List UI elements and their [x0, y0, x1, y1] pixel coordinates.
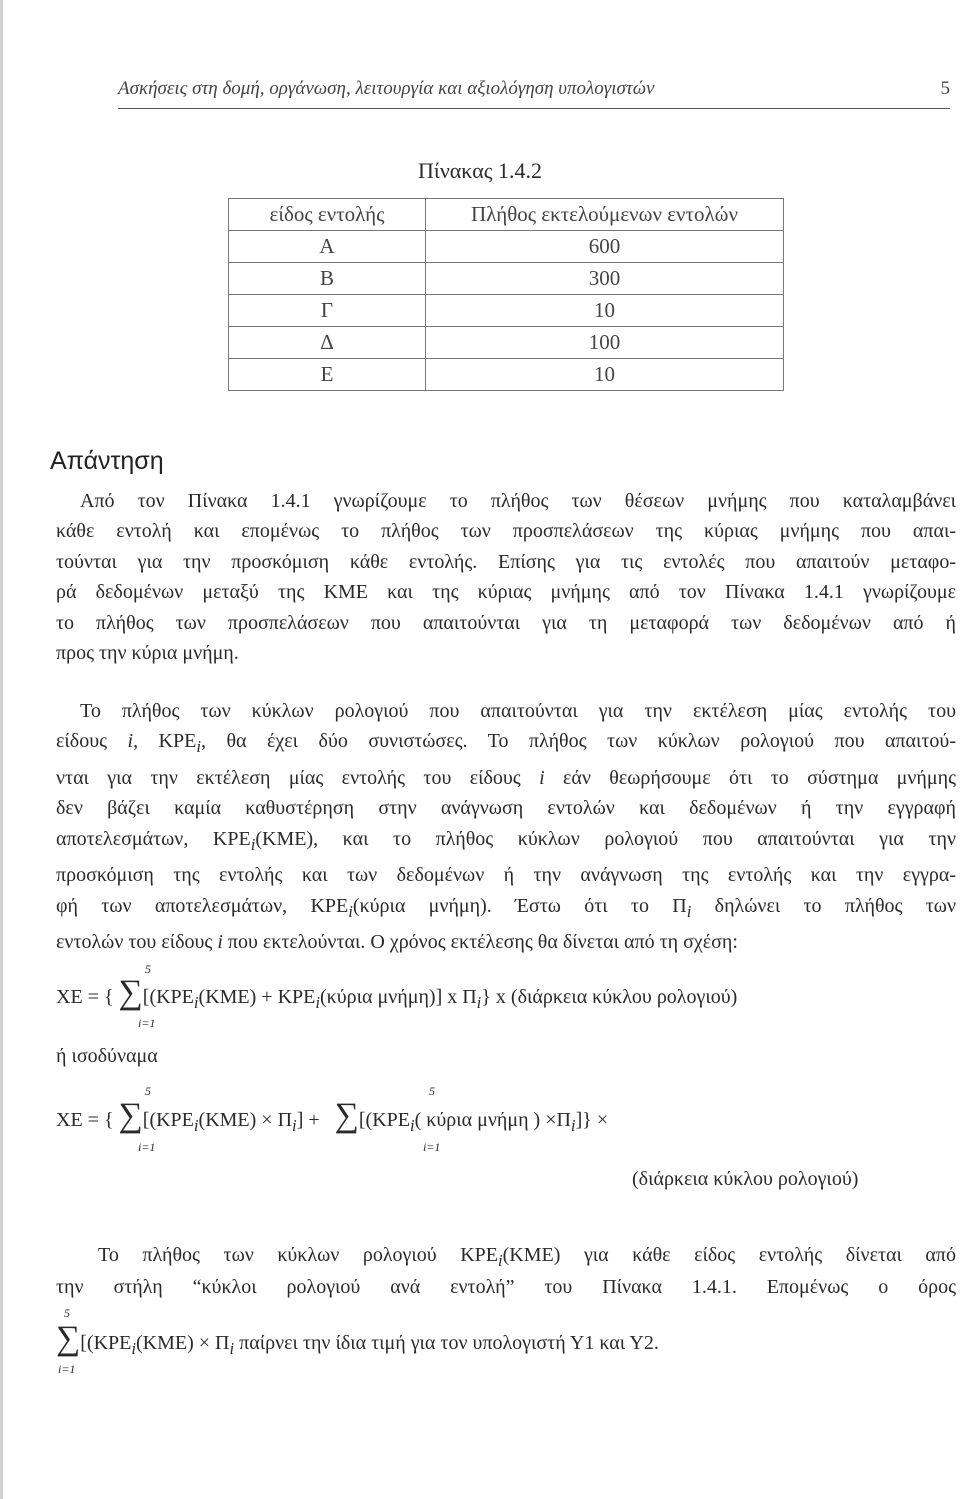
equation-lhs: ΧΕ = {: [56, 1109, 114, 1131]
subscript-i: i: [686, 901, 692, 921]
text-fragment: εάν θεωρήσουμε ότι το σύστημα μνήμης: [544, 766, 956, 789]
variable-i: i: [217, 931, 223, 953]
sigma-lower-limit: i=1: [423, 1140, 441, 1154]
text-line: δεν βάζει καμία καθυστέρηση στην ανάγνωση εντολών και δεδομένων ή την εγγραφή: [56, 797, 956, 819]
sigma-upper-limit: 5: [64, 1306, 70, 1320]
text-fragment: , ΚΡΕ: [133, 730, 197, 752]
text-line: προς την κύρια μνήμη.: [56, 642, 239, 664]
text-line: τούνται για την προσκόμιση κάθε εντολής. Επίσης για τις εντολές που απαιτούν μεταφο-: [56, 550, 956, 573]
text-fragment: (ΚΜΕ), και το πλήθος κύκλων ρολογιού που απαιτούνται για την: [255, 827, 956, 850]
paragraph-3-cont: [56, 1272, 956, 1303]
text-line: την στήλη “κύκλοι ρολογιού ανά εντολή” του Πίνακα 1.4.1. Επομένως ο όρος: [56, 1276, 956, 1298]
summation-icon: ∑: [56, 1320, 81, 1357]
paragraph-1: [80, 486, 956, 517]
table-header-row: [229, 199, 784, 231]
equation-2-line: [56, 1099, 608, 1136]
equation-lhs: ΧΕ = {: [56, 986, 114, 1008]
equation-term: ] +: [296, 1109, 320, 1131]
table-cell: 10: [426, 359, 784, 391]
subscript-i: i: [131, 1339, 136, 1358]
text-line: [56, 891, 956, 928]
equation-2-tail: (διάρκεια κύκλου ρολογιού): [632, 1168, 859, 1190]
text-fragment: αποτελεσμάτων, ΚΡΕ: [56, 827, 251, 850]
variable-i: i: [539, 766, 545, 789]
instruction-count-table: [228, 198, 784, 391]
text-fragment: Το πλήθος των κύκλων ρολογιού ΚΡΕ: [98, 1244, 498, 1266]
text-line: [56, 824, 956, 861]
equation-term: (ΚΜΕ) + ΚΡΕ: [198, 986, 316, 1008]
text-line: Από τον Πίνακα 1.4.1 γνωρίζουμε το πλήθος των θέσεων μνήμης που καταλαμβάνει: [80, 490, 956, 512]
sigma-lower-limit: i=1: [138, 1016, 156, 1030]
equation-term: [(ΚΡΕ: [80, 1332, 132, 1354]
running-header: [118, 78, 960, 106]
text-line: κάθε εντολή και επομένως το πλήθος των προσπελάσεων της κύριας μνήμης που απαι-: [56, 520, 956, 542]
text-fragment: φή των αποτελεσμάτων, ΚΡΕ: [56, 894, 349, 917]
equation-term: [(ΚΡΕ: [358, 1109, 410, 1131]
subscript-i: i: [292, 1116, 297, 1135]
paragraph-2-cont: [56, 726, 956, 958]
header-rule: [118, 108, 950, 109]
table-header-cell: Πλήθος εκτελούμενων εντολών: [426, 199, 784, 231]
equation-term: (κύρια μνήμη)] x Π: [320, 986, 477, 1008]
table-cell: 300: [426, 263, 784, 295]
section-heading: Απάντηση: [50, 447, 164, 475]
table-row: [229, 231, 784, 263]
text-fragment: νται για την εκτέλεση μίας εντολής του είδους: [56, 766, 540, 789]
table-cell: Α: [229, 231, 426, 263]
equation-term: (ΚΜΕ) × Π: [198, 1109, 293, 1131]
header-title: Ασκήσεις στη δομή, οργάνωση, λειτουργία και αξιολόγηση υπολογιστών: [118, 78, 655, 99]
sigma-upper-limit: 5: [429, 1084, 435, 1098]
equation-term: ]} ×: [575, 1109, 609, 1131]
sigma-lower-limit: i=1: [58, 1362, 76, 1376]
text-line: [56, 726, 956, 763]
subscript-i: i: [476, 993, 482, 1012]
table-row: [229, 359, 784, 391]
text-line: Το πλήθος των κύκλων ρολογιού που απαιτούνται για την εκτέλεση μίας εντολής του: [80, 700, 956, 722]
text-fragment: (ΚΜΕ) για κάθε είδος εντολής δίνεται από: [502, 1244, 956, 1266]
text-line: προσκόμιση της εντολής και των δεδομένων ή την ανάγνωση της εντολής και την εγγρα-: [56, 864, 956, 886]
table-row: [229, 327, 784, 359]
table-caption: Πίνακας 1.4.2: [418, 158, 542, 183]
sigma-upper-limit: 5: [145, 1084, 151, 1098]
table-header-cell: είδος εντολής: [229, 199, 426, 231]
equation-term: ( κύρια μνήμη ) ×Π: [414, 1109, 571, 1131]
summation-icon: ∑: [118, 974, 143, 1011]
paragraph-2: [80, 696, 956, 727]
text-fragment: που εκτελούνται. Ο χρόνος εκτέλεσης θα δίνεται από τη σχέση:: [222, 931, 738, 953]
table-cell: 100: [426, 327, 784, 359]
table-cell: 10: [426, 295, 784, 327]
sigma-upper-limit: 5: [145, 962, 151, 976]
text-line: [56, 763, 956, 794]
text-fragment: εντολών του είδους: [56, 931, 218, 953]
equation-term: παίρνει την ίδια τιμή για τον υπολογιστή Υ1 και Υ2.: [234, 1332, 659, 1354]
subscript-i: i: [497, 1251, 503, 1270]
table-row: [229, 263, 784, 295]
equation-1-line: [56, 976, 737, 1013]
subscript-i: i: [193, 1116, 199, 1135]
text-fragment: (κύρια μνήμη). Έστω ότι το Π: [352, 894, 687, 917]
table-cell: Γ: [229, 295, 426, 327]
variable-i: i: [127, 730, 134, 752]
subscript-i: i: [348, 901, 353, 921]
page-number: 5: [940, 78, 950, 99]
equation-term: [(ΚΡΕ: [142, 1109, 194, 1131]
text-line: ρά δεδομένων μεταξύ της ΚΜΕ και της κύριας μνήμης από τον Πίνακα 1.4.1 γνωρίζουμε: [56, 581, 956, 603]
text-fragment: δηλώνει το πλήθος των: [691, 894, 956, 917]
table-row: [229, 295, 784, 327]
text-fragment: είδους: [56, 730, 128, 752]
subscript-i: i: [193, 993, 199, 1012]
sigma-lower-limit: i=1: [138, 1140, 156, 1154]
paragraph-1-cont: [56, 516, 956, 669]
subscript-i: i: [250, 834, 256, 854]
subscript-i: i: [570, 1116, 576, 1135]
subscript-i: i: [410, 1116, 415, 1135]
subscript-i: i: [196, 737, 201, 756]
text-fragment: , θα έχει δύο συνιστώσες. Το πλήθος των κύκλων ρολογιού που απαιτού-: [200, 730, 956, 752]
table-cell: 600: [426, 231, 784, 263]
equivalent-label: ή ισοδύναμα: [56, 1045, 158, 1067]
summation-term-line: [56, 1322, 659, 1359]
equation-term: [(ΚΡΕ: [142, 986, 194, 1008]
summation-icon: ∑: [334, 1097, 359, 1134]
scan-edge: [0, 0, 3, 1499]
text-line: το πλήθος των προσπελάσεων που απαιτούνται για τη μεταφορά των δεδομένων από ή: [56, 611, 956, 634]
subscript-i: i: [315, 993, 321, 1012]
equation-term: (ΚΜΕ) × Π: [136, 1332, 230, 1354]
subscript-i: i: [229, 1339, 235, 1358]
text-line: [56, 927, 956, 958]
equation-term: } x (διάρκεια κύκλου ρολογιού): [481, 986, 738, 1008]
summation-icon: ∑: [118, 1097, 143, 1134]
table-cell: Ε: [229, 359, 426, 391]
table-cell: Β: [229, 263, 426, 295]
table-cell: Δ: [229, 327, 426, 359]
